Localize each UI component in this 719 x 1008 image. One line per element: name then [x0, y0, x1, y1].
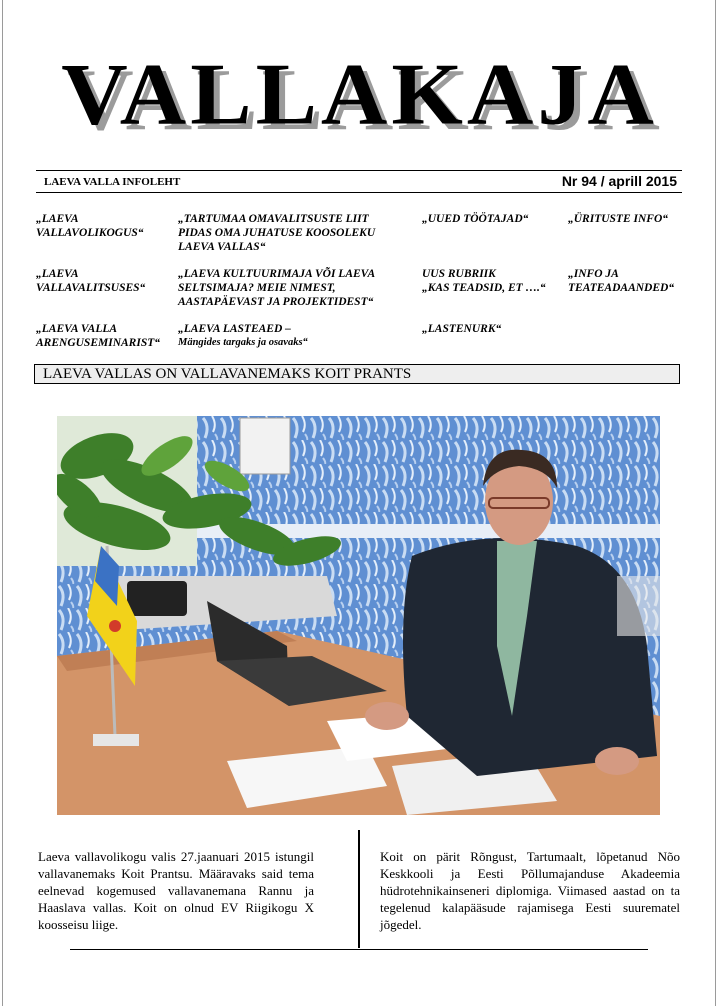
header-rule-bottom	[36, 192, 682, 193]
toc-item-omavalitsuste-liit[interactable]	[178, 212, 375, 254]
toc-line: „LASTENURK“	[422, 323, 502, 335]
toc-line: „TARTUMAA OMAVALITSUSTE LIIT	[178, 213, 369, 225]
toc-item-kultuurimaja[interactable]	[178, 267, 375, 309]
issue-number: Nr 94 / aprill 2015	[561, 173, 677, 189]
toc-item-urituste-info[interactable]	[568, 212, 668, 226]
article-headline-box	[34, 364, 680, 384]
footer-rule	[70, 949, 648, 950]
article-column-right: Koit on pärit Rõngust, Tartumaalt, lõpetanud Nõo Keskkooli ja Eesti Põllumajanduse Akadeemia hüdrotehnikainseneri diplomiga. Viimased aastad on ta tegelenud kalapääsude rajamisega Eesti suurematel jõgedel.	[380, 849, 680, 932]
toc-item-vallavalitsuses[interactable]	[36, 267, 145, 295]
toc-item-uued-tootajad[interactable]	[422, 212, 528, 226]
toc-line: „LAEVA	[36, 268, 79, 280]
toc-line: VALLAVALITSUSES“	[36, 282, 146, 294]
column-divider	[358, 830, 360, 948]
toc-line: PIDAS OMA JUHATUSE KOOSOLEKU	[178, 227, 376, 239]
toc-line: „UUED TÖÖTAJAD“	[422, 213, 529, 225]
photo-illustration	[57, 416, 660, 815]
article-photo	[57, 416, 660, 815]
article-headline: LAEVA VALLAS ON VALLAVANEMAKS KOIT PRANTS	[43, 366, 412, 382]
toc-item-kas-teadsid[interactable]	[422, 267, 546, 295]
toc-line: LAEVA VALLAS“	[178, 241, 266, 253]
toc-line: SELTSIMAJA? MEIE NIMEST,	[178, 282, 336, 294]
masthead-title: VALLAKAJA	[61, 45, 658, 143]
toc-line: „ÜRITUSTE INFO“	[568, 213, 669, 225]
toc-line: „KAS TEADSID, ET ….“	[422, 282, 546, 294]
toc-line: Mängides targaks ja osavaks“	[178, 337, 308, 348]
toc-item-info-ja-teadaanded[interactable]	[568, 267, 674, 295]
toc-item-lastenurk[interactable]	[422, 322, 501, 336]
toc-line: „LAEVA LASTEAED –	[178, 323, 291, 335]
toc-item-arenguseminar[interactable]	[36, 322, 160, 350]
header-rule-top	[36, 170, 682, 171]
toc-line: UUS RUBRIIK	[422, 268, 496, 280]
newsletter-subtitle: LAEVA VALLA INFOLEHT	[44, 176, 181, 188]
toc-line: ARENGUSEMINARIST“	[36, 337, 160, 349]
toc-line: TEATEADAANDED“	[568, 282, 675, 294]
toc-line: „LAEVA KULTUURIMAJA VÕI LAEVA	[178, 268, 376, 280]
toc-line: VALLAVOLIKOGUS“	[36, 227, 144, 239]
toc-item-vallavolikogus[interactable]	[36, 212, 144, 240]
toc-line: „LAEVA VALLA	[36, 323, 118, 335]
article-column-left: Laeva vallavolikogu valis 27.jaanuari 2015 istungil vallavanemaks Koit Prantsu. Määravaks said tema eelnevad kogemused vallavanemana Rannu ja Haaslava vallas. Koit on olnud EV Riigikogu X koosseisu liige.	[38, 849, 314, 932]
toc-item-lasteaed[interactable]	[178, 322, 308, 350]
toc-line: „LAEVA	[36, 213, 79, 225]
toc-line: AASTAPÄEVAST JA PROJEKTIDEST“	[178, 296, 374, 308]
toc-line: „INFO JA	[568, 268, 619, 280]
